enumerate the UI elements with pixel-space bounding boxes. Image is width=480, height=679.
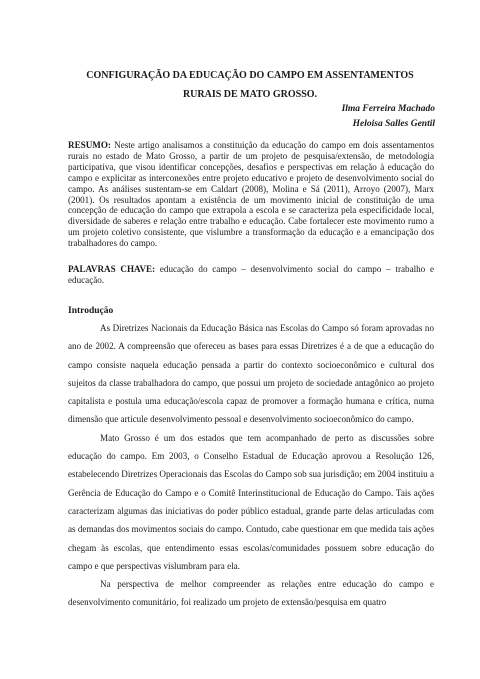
- paragraph-1: As Diretrizes Nacionais da Educação Básica nas Escolas do Campo só foram aprovadas no ano de 2002. A compreensão que ofereceu as bases para essas Diretrizes é a de que a educação do campo consiste naquela educação pensada a partir do contexto socioeconômico e cultural dos sujeitos da classe trabalhadora do campo, que possui um projeto de sociedade antagônico ao projeto capitalista e postula uma educação/escola capaz de promover a formação humana e crítica, numa dimensão que articule desenvolvimento pessoal e desenvolvimento socioeconômico do campo.: [68, 323, 434, 425]
- paper-title: [60, 66, 440, 104]
- paragraph-3: Na perspectiva de melhor compreender as relações entre educação do campo e desenvolvimento comunitário, foi realizado um projeto de extensão/pesquisa em quatro: [68, 579, 434, 608]
- title-line-2: RURAIS DE MATO GROSSO.: [182, 89, 318, 100]
- abstract: [68, 140, 434, 249]
- keywords: [68, 264, 434, 286]
- author-list: [342, 102, 435, 132]
- section-heading-introduction: Introdução: [68, 306, 114, 316]
- author-1: Ilma Ferreira Machado: [341, 104, 435, 114]
- title-line-1: CONFIGURAÇÃO DA EDUCAÇÃO DO CAMPO EM ASSENTAMENTOS: [86, 70, 414, 81]
- paragraph-2: Mato Grosso é um dos estados que tem acompanhado de perto as discussões sobre educação do campo. Em 2003, o Conselho Estadual de Educação aprovou a Resolução 126, estabelecendo Diretrizes Operacionais das Escolas do Campo sob sua jurisdição; em 2004 instituiu a Gerência de Educação do Campo e o Comitê Interinstitucional de Educação do Campo. Tais ações caracterizam algumas das iniciativas do poder público estadual, grande parte delas articuladas com as demandas dos movimentos sociais do campo. Contudo, cabe questionar em que medida tais ações chegam às escolas, que entendimento essas escolas/comunidades possuem sobre educação do campo e que perspectivas vislumbram para ela.: [68, 432, 434, 571]
- abstract-label: RESUMO:: [68, 140, 111, 150]
- keywords-label: PALAVRAS CHAVE:: [68, 264, 156, 274]
- author-2: Heloisa Salles Gentil: [352, 119, 435, 129]
- keywords-text: educação do campo – desenvolvimento social do campo – trabalho e educação.: [68, 264, 434, 285]
- abstract-text: Neste artigo analisamos a constituição da educação do campo em dois assentamentos rurais no estado de Mato Grosso, a partir de um projeto de pesquisa/extensão, de metodologia participativa, que visou identificar concepções, desafios e perspectivas em relação à educação do campo e explicitar as interconexões entre projeto educativo e projeto de desenvolvimento social do campo. As análises sustentam-se em Caldart (2008), Molina e Sá (2011), Arroyo (2007), Marx (2001). Os resultados apontam a existência de um movimento inicial de constituição de uma concepção de educação do campo que extrapola a escola e se caracteriza pela especificidade local, diversidade de saberes e relação entre trabalho e educação. Cabe fortalecer este movimento rumo a um projeto coletivo consistente, que vislumbre a transformação da educação e a emancipação dos trabalhadores do campo.: [68, 140, 434, 249]
- introduction-body: [68, 319, 434, 612]
